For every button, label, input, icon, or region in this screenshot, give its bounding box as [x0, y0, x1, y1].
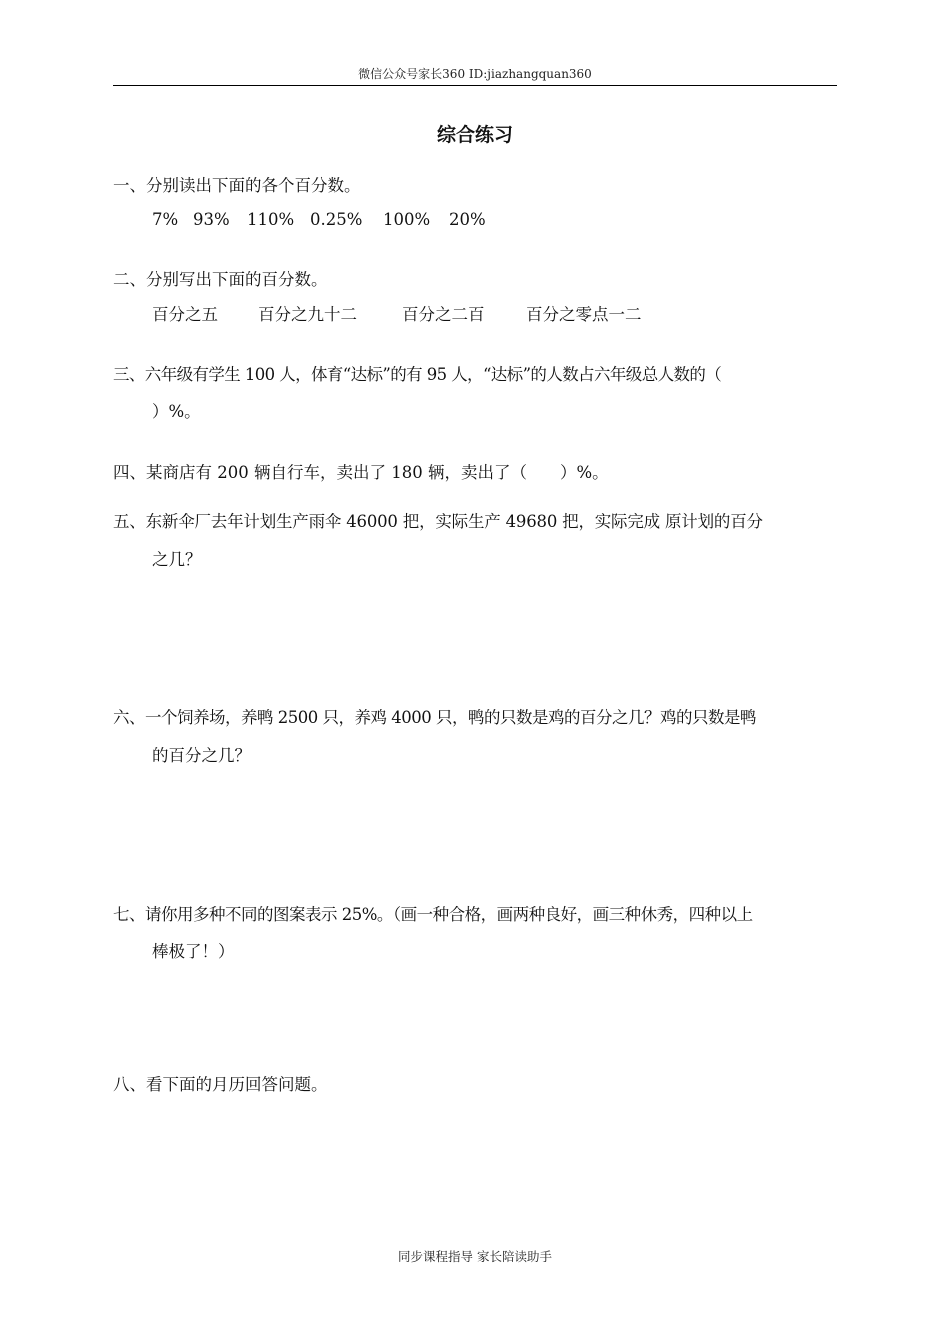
question-5-line-2: 之几？	[152, 550, 202, 569]
question-2: 二、分别写出下面的百分数。	[113, 270, 328, 289]
percent-item: 93%	[193, 210, 230, 229]
percent-item: 20%	[449, 210, 486, 229]
question-6-line-2: 的百分之几？	[152, 746, 251, 765]
question-1-items	[152, 208, 486, 232]
percent-item: 0.25%	[310, 210, 363, 229]
question-3-line-1: 三、六年级有学生 100 人，体育“达标”的有 95 人，“达标”的人数占六年级总人数的（	[113, 365, 722, 384]
percent-word-item: 百分之五	[152, 305, 218, 324]
question-6-line-1: 六、一个饲养场，养鸭 2500 只，养鸡 4000 只，鸭的只数是鸡的百分之几？鸡的只数是鸭	[113, 708, 756, 727]
page-title: 综合练习	[436, 124, 513, 146]
question-4: 四、某商店有 200 辆自行车，卖出了 180 辆，卖出了（ ）%。	[113, 463, 609, 482]
question-8: 八、看下面的月历回答问题。	[113, 1075, 328, 1094]
page-header: 微信公众号家长360 ID:jiazhangquan360	[358, 67, 592, 81]
percent-word-item: 百分之九十二	[258, 305, 357, 324]
percent-word-item: 百分之二百	[402, 305, 485, 324]
percent-item: 100%	[383, 210, 431, 229]
header-divider	[113, 85, 837, 86]
percent-item: 7%	[152, 210, 179, 229]
question-5-line-1: 五、东新伞厂去年计划生产雨伞 46000 把，实际生产 49680 把，实际完成 原计划的百分	[113, 512, 763, 531]
question-2-items	[152, 303, 642, 327]
page-footer: 同步课程指导 家长陪读助手	[398, 1249, 552, 1264]
question-7-line-1: 七、请你用多种不同的图案表示 25%。（画一种合格，画两种良好，画三种休秀，四种以上	[113, 905, 753, 924]
question-3-line-2: ）%。	[152, 402, 201, 421]
percent-word-item: 百分之零点一二	[526, 305, 642, 324]
question-7-line-2: 棒极了！）	[152, 942, 235, 961]
question-1: 一、分别读出下面的各个百分数。	[113, 176, 361, 195]
percent-item: 110%	[247, 210, 295, 229]
